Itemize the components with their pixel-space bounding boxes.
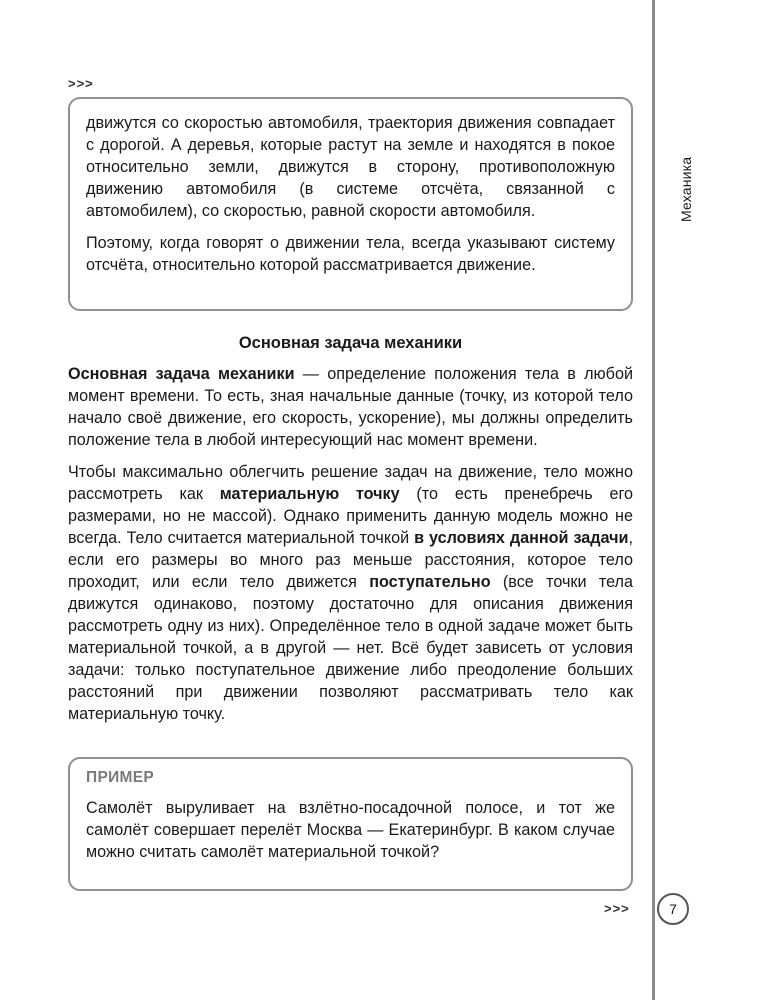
intro-paragraph-1: движутся со скоростью автомобиля, траектория движения совпадает с дорогой. А деревья, которые растут на земле и находятся в покое относительно земли, движутся в сторону, противоположную движению автомобиля (в системе отсчёта, связанной с автомобилем), со скоростью, равной скорости автомобиля. [86, 114, 615, 220]
term-main-task: Основная задача механики [68, 365, 295, 383]
side-rule [652, 0, 655, 1000]
body-paragraph-2-text-g: (все точки тела движутся одинаково, поэтому достаточно для описания движения рассмотреть одну из них). Определённое тело в одной задаче может быть материальной точкой, а в другой — нет. Всё будет зависеть от условия задачи: только поступательное движение либо преодоление больших расстояний при движении позволяют рассматривать тело как материальную точку. [68, 573, 633, 723]
body-text [68, 363, 633, 725]
body-paragraph-2-text-c: (то есть пренебречь его размерами, но не массой). Однако применить данную модель можно не всегда. Тело считается материальной точкой [68, 485, 633, 547]
section-label: Механика [678, 156, 694, 222]
body-paragraph-2 [68, 461, 633, 725]
intro-paragraph-2: Поэтому, когда говорят о движении тела, всегда указывают систему отсчёта, относительно которой рассматривается движение. [86, 234, 615, 274]
example-box [68, 757, 633, 891]
body-paragraph-1 [68, 363, 633, 451]
example-title: ПРИМЕР [86, 769, 155, 786]
body-paragraph-2-text-a: Чтобы максимально облегчить решение задач на движение, тело можно рассмотреть как [68, 463, 633, 503]
section-heading: Основная задача механики [238, 334, 463, 352]
continued-on-arrows: >>> [604, 901, 630, 916]
page-number: 7 [657, 893, 689, 925]
continued-from-arrows: >>> [68, 76, 94, 91]
body-paragraph-1-text: — определение положения тела в любой момент времени. То есть, зная начальные данные (точку, из которой тело начало своё движение, его скорость, ускорение), мы должны определить положение тела в любой интересующий нас момент времени. [68, 365, 633, 449]
intro-box [68, 97, 633, 311]
term-material-point: материальную точку [219, 485, 400, 503]
term-task-conditions: в условиях данной задачи [414, 529, 629, 547]
body-paragraph-2-text-e: , если его размеры во много раз меньше расстояния, которое тело проходит, или если тело движется [68, 529, 634, 591]
term-translational: поступательно [369, 573, 491, 591]
example-text: Самолёт выруливает на взлётно-посадочной полосе, и тот же самолёт совершает перелёт Москва — Екатеринбург. В каком случае можно считать самолёт материальной точкой? [86, 799, 615, 861]
